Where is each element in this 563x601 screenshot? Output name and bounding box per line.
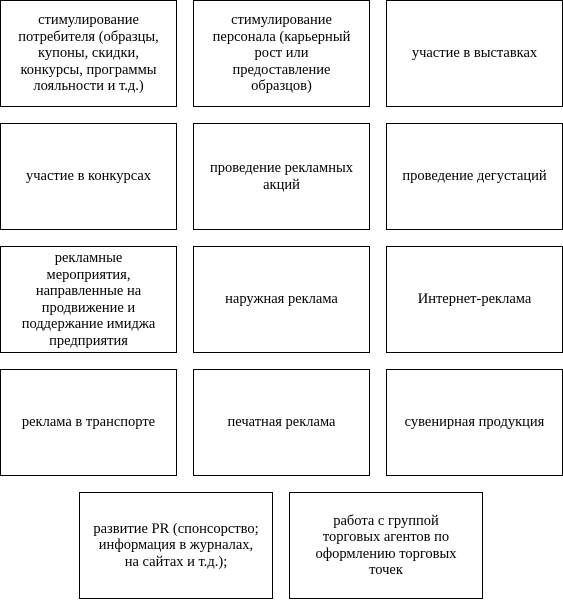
box-consumer-promotion-text: стимулирование потребителя (образцы, купоны, скидки, конкурсы, программы лояльности и т.д.) [18,12,159,95]
box-exhibitions-text: участие в выставках [411,45,538,62]
box-consumer-promotion [0,0,177,107]
box-transport-advertising [0,369,177,476]
box-print-advertising-text: печатная реклама [227,414,336,431]
box-image-events-text: рекламные мероприятия, направленные на продвижение и поддержание имиджа предприятия [21,250,156,349]
box-outdoor-advertising-text: наружная реклама [225,291,338,308]
box-outdoor-advertising [193,246,370,353]
box-contests-text: участие в конкурсах [26,168,151,185]
box-advertising-campaigns-text: проведение рекламных акций [210,160,353,193]
box-sales-agents [289,492,483,599]
box-tastings [386,123,563,230]
box-transport-advertising-text: реклама в транспорте [21,414,156,431]
box-image-events [0,246,177,353]
box-sales-agents-text: работа с группой торговых агентов по оформлению торговых точек [315,512,457,578]
box-internet-advertising [386,246,563,353]
box-staff-promotion [193,0,370,107]
box-print-advertising [193,369,370,476]
box-contests [0,123,177,230]
box-exhibitions [386,0,563,107]
box-tastings-text: проведение дегустаций [402,168,547,185]
box-souvenir-products-text: сувенирная продукция [404,414,545,431]
box-internet-advertising-text: Интернет-реклама [417,291,532,308]
box-pr-development-text: развитие PR (спонсорство; информация в журналах, на сайтах и т.д.); [93,520,259,570]
box-advertising-campaigns [193,123,370,230]
box-pr-development [79,492,273,599]
box-staff-promotion-text: стимулирование персонала (карьерный рост или предоставление образцов) [212,12,351,95]
box-souvenir-products [386,369,563,476]
